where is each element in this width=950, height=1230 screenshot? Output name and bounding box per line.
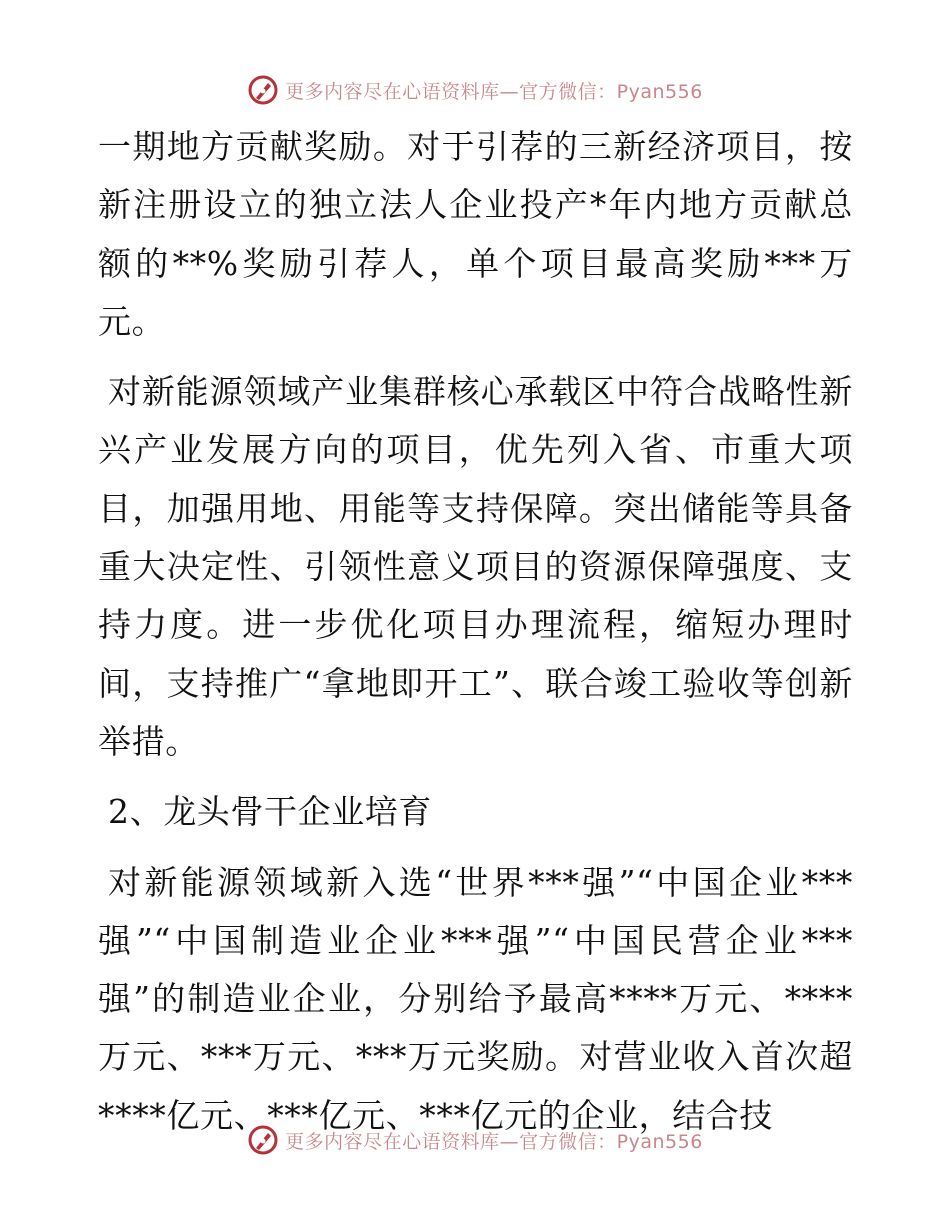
- document-body: [98, 118, 853, 1145]
- pen-circle-icon: [247, 1124, 279, 1156]
- paragraph-2: 对新能源领域产业集群核心承载区中符合战略性新兴产业发展方向的项目，优先列入省、市重大项目，加强用地、用能等支持保障。突出储能等具备重大决定性、引领性意义项目的资源保障强度、支持力度。进一步优化项目办理流程，缩短办理时间，支持推广“拿地即开工”、联合竣工验收等创新举措。: [98, 372, 853, 761]
- header-watermark: [0, 70, 950, 110]
- pen-circle-icon: [247, 74, 279, 106]
- footer-watermark: [0, 1120, 950, 1160]
- paragraph-1: 一期地方贡献奖励。对于引荐的三新经济项目，按新注册设立的独立法人企业投产*年内地方贡献总额的**%奖励引荐人，单个项目最高奖励***万元。: [98, 127, 853, 341]
- watermark-text: 更多内容尽在心语资料库—官方微信：Pyan556: [285, 1130, 703, 1153]
- section-heading: 2、龙头骨干企业培育: [108, 792, 432, 832]
- watermark-text: 更多内容尽在心语资料库—官方微信：Pyan556: [285, 80, 703, 103]
- paragraph-3: 对新能源领域新入选“世界***强”“中国企业***强”“中国制造业企业***强”“中国民营企业***强”的制造业企业，分别给予最高****万元、****万元、***万元、***万元奖励。对营业收入首次超****亿元、***亿元、***亿元的企业，结合技: [98, 862, 853, 1135]
